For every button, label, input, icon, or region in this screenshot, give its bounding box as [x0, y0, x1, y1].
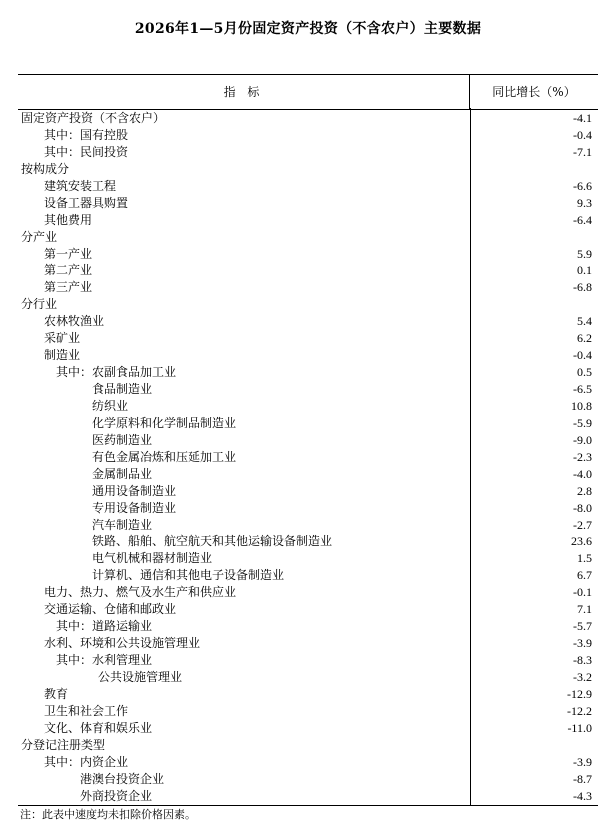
- table-row: [18, 110, 598, 127]
- row-value: -8.3: [573, 653, 592, 667]
- row-label: 分产业: [21, 229, 58, 244]
- table-row: [18, 398, 598, 415]
- row-value: -0.4: [573, 127, 592, 142]
- row-label: 卫生和社会工作: [44, 703, 129, 718]
- row-value: -2.7: [573, 517, 592, 532]
- row-value: 5.4: [577, 314, 592, 329]
- row-value: -0.1: [573, 585, 592, 600]
- header-indicator: 指 标: [18, 75, 470, 109]
- table-row: [18, 669, 598, 686]
- page-title: 2026年1—5月份固定资产投资（不含农户）主要数据: [134, 21, 482, 37]
- row-label: 铁路、船舶、航空航天和其他运输设备制造业: [92, 534, 333, 549]
- row-value: 0.5: [577, 365, 592, 380]
- row-value: -6.5: [573, 382, 592, 396]
- row-label: 其他费用: [44, 212, 93, 227]
- row-label: 水利、环境和公共设施管理业: [44, 636, 201, 651]
- table-row: [18, 517, 598, 534]
- row-value: -2.3: [573, 449, 592, 464]
- table-row: [18, 703, 598, 720]
- table-row: [18, 601, 598, 618]
- table-row: [18, 550, 598, 567]
- row-value: -8.7: [573, 771, 592, 786]
- row-label: 第二产业: [44, 263, 93, 278]
- row-value: -12.9: [567, 686, 592, 701]
- row-label: 第一产业: [44, 246, 93, 261]
- table-row: [18, 483, 598, 500]
- row-label: 按构成分: [21, 161, 70, 176]
- table-row: [18, 330, 598, 347]
- row-value: -6.4: [573, 212, 592, 227]
- table-row: [18, 466, 598, 483]
- table-row: [18, 449, 598, 466]
- table-header: [18, 74, 598, 110]
- row-value: 7.1: [577, 602, 592, 617]
- row-label: 其中：国有控股: [44, 127, 129, 142]
- table-row: [18, 415, 598, 432]
- row-label: 分登记注册类型: [21, 737, 106, 752]
- row-label: 交通运输、仓储和邮政业: [44, 602, 177, 617]
- row-value: -5.9: [573, 415, 592, 430]
- table-row: [18, 720, 598, 737]
- row-value: -0.4: [573, 348, 592, 363]
- row-label: 纺织业: [92, 398, 129, 413]
- row-label: 文化、体育和娱乐业: [44, 720, 153, 735]
- data-table: [18, 74, 598, 804]
- table-body: [18, 110, 598, 804]
- row-label: 专用设备制造业: [92, 500, 177, 515]
- table-row: [18, 788, 598, 805]
- row-value: -6.6: [573, 178, 592, 193]
- table-row: [18, 279, 598, 296]
- row-value: -6.8: [573, 280, 592, 295]
- table-row: [18, 754, 598, 771]
- row-value: -7.1: [573, 144, 592, 159]
- row-label: 公共设施管理业: [98, 669, 183, 684]
- table-row: [18, 246, 598, 263]
- table-row: [18, 212, 598, 229]
- row-label: 通用设备制造业: [92, 483, 177, 498]
- row-label: 采矿业: [44, 331, 81, 346]
- row-value: -9.0: [573, 432, 592, 447]
- row-label: 农林牧渔业: [44, 314, 105, 329]
- row-label: 其中：内资企业: [44, 754, 129, 769]
- table-row: [18, 178, 598, 195]
- row-value: 9.3: [577, 195, 592, 210]
- row-label: 港澳台投资企业: [80, 771, 165, 786]
- row-label: 金属制品业: [92, 466, 153, 481]
- row-label: 汽车制造业: [92, 517, 153, 532]
- table-row: [18, 737, 598, 754]
- row-label: 外商投资企业: [80, 788, 153, 803]
- table-row: [18, 144, 598, 161]
- row-label: 其中：农副食品加工业: [56, 365, 177, 380]
- header-growth: 同比增长（%）: [492, 85, 576, 99]
- table-row: [18, 296, 598, 313]
- table-row: [18, 262, 598, 279]
- row-value: -11.0: [567, 720, 592, 735]
- table-row: [18, 533, 598, 550]
- row-value: -12.2: [567, 703, 592, 718]
- table-row: [18, 432, 598, 449]
- row-label: 分行业: [21, 297, 58, 312]
- table-row: [18, 364, 598, 381]
- table-row: [18, 161, 598, 178]
- row-value: 1.5: [577, 551, 592, 566]
- row-label: 电气机械和器材制造业: [92, 551, 213, 566]
- row-value: -5.7: [573, 619, 592, 634]
- row-label: 固定资产投资（不含农户）: [21, 111, 166, 125]
- table-row: [18, 567, 598, 584]
- row-label: 第三产业: [44, 280, 93, 295]
- row-label: 有色金属冶炼和压延加工业: [92, 449, 237, 464]
- row-value: -3.9: [573, 754, 592, 769]
- row-value: 6.2: [577, 331, 592, 346]
- row-label: 化学原料和化学制品制造业: [92, 415, 237, 430]
- row-value: -4.0: [573, 466, 592, 481]
- row-value: 0.1: [577, 263, 592, 278]
- row-label: 建筑安装工程: [44, 178, 117, 193]
- row-value: -4.3: [573, 788, 592, 803]
- row-label: 设备工器具购置: [44, 195, 129, 210]
- row-label: 教育: [44, 686, 69, 701]
- table-row: [18, 313, 598, 330]
- row-value: -3.9: [573, 636, 592, 651]
- row-value: -8.0: [573, 500, 592, 515]
- table-row: [18, 500, 598, 517]
- row-label: 食品制造业: [92, 382, 153, 396]
- row-value: -4.1: [573, 111, 592, 125]
- row-label: 其中：民间投资: [44, 144, 129, 159]
- table-row: [18, 127, 598, 144]
- row-label: 电力、热力、燃气及水生产和供应业: [44, 585, 237, 600]
- table-row: [18, 347, 598, 364]
- row-value: -3.2: [573, 669, 592, 684]
- table-row: [18, 618, 598, 635]
- row-label: 制造业: [44, 348, 81, 363]
- table-row: [18, 686, 598, 703]
- table-row: [18, 381, 598, 398]
- table-row: [18, 229, 598, 246]
- table-row: [18, 584, 598, 601]
- row-label: 计算机、通信和其他电子设备制造业: [92, 568, 285, 583]
- row-value: 2.8: [577, 483, 592, 498]
- row-value: 6.7: [577, 568, 592, 583]
- table-row: [18, 635, 598, 652]
- row-label: 医药制造业: [92, 432, 153, 447]
- table-row: [18, 652, 598, 669]
- row-value: 5.9: [577, 246, 592, 261]
- table-row: [18, 195, 598, 212]
- row-label: 其中：水利管理业: [56, 653, 153, 667]
- row-label: 其中：道路运输业: [56, 619, 153, 634]
- footnote: 注：此表中速度均未扣除价格因素。: [20, 808, 196, 821]
- row-value: 23.6: [571, 534, 592, 549]
- table-row: [18, 771, 598, 788]
- row-value: 10.8: [571, 398, 592, 413]
